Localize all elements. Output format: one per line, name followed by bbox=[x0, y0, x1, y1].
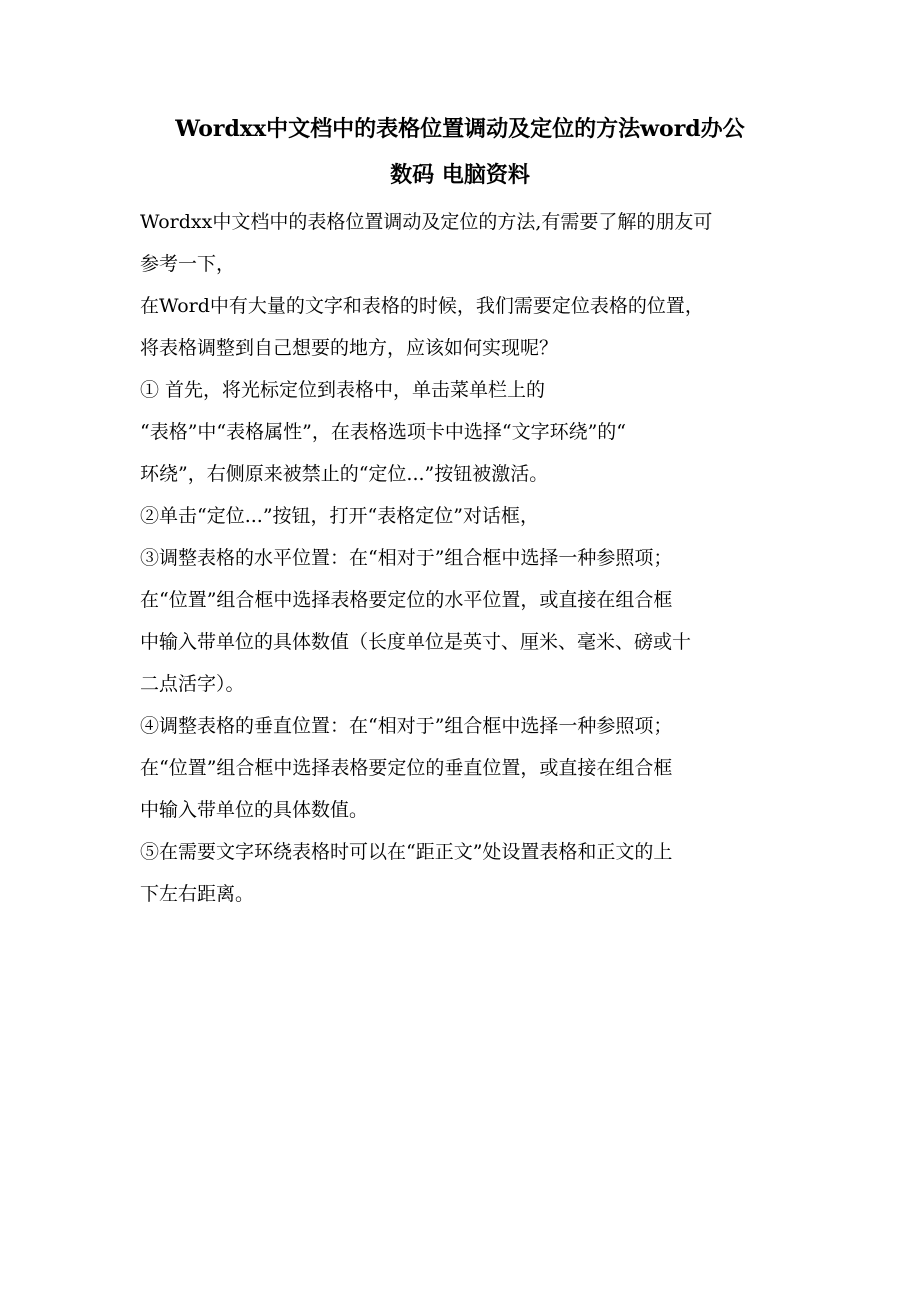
body-line: ③调整表格的水平位置：在“相对于”组合框中选择一种参照项； bbox=[140, 547, 673, 569]
body-line: ②单击“定位...”按钮，打开“表格定位”对话框， bbox=[140, 505, 539, 527]
body-line: 将表格调整到自己想要的地方，应该如何实现呢？ bbox=[140, 337, 559, 359]
body-line: 在“位置”组合框中选择表格要定位的垂直位置，或直接在组合框 bbox=[140, 757, 673, 779]
body-line: ④调整表格的垂直位置：在“相对于”组合框中选择一种参照项； bbox=[140, 715, 673, 737]
body-line: 中输入带单位的具体数值。 bbox=[140, 799, 369, 821]
body-line: 环绕”，右侧原来被禁止的“定位...”按钮被激活。 bbox=[140, 463, 549, 485]
body-line: “表格”中“表格属性”，在表格选项卡中选择“文字环绕”的“ bbox=[140, 421, 626, 443]
document-title-line-1: Wordxx中文档中的表格位置调动及定位的方法word办公 bbox=[175, 116, 745, 142]
body-line: 中输入带单位的具体数值（长度单位是英寸、厘米、毫米、磅或十 bbox=[140, 631, 692, 653]
body-line: 参考一下， bbox=[140, 253, 236, 275]
body-line: ⑤在需要文字环绕表格时可以在“距正文”处设置表格和正文的上 bbox=[140, 841, 673, 863]
body-line: ① 首先，将光标定位到表格中，单击菜单栏上的 bbox=[140, 379, 546, 401]
body-line: 下左右距离。 bbox=[140, 883, 255, 905]
body-line: 二点活字）。 bbox=[140, 673, 245, 695]
document-title-line-2: 数码 电脑资料 bbox=[390, 162, 530, 188]
body-line: 在Word中有大量的文字和表格的时候，我们需要定位表格的位置， bbox=[140, 295, 704, 317]
body-line: 在“位置”组合框中选择表格要定位的水平位置，或直接在组合框 bbox=[140, 589, 673, 611]
body-line: Wordxx中文档中的表格位置调动及定位的方法,有需要了解的朋友可 bbox=[140, 211, 713, 233]
